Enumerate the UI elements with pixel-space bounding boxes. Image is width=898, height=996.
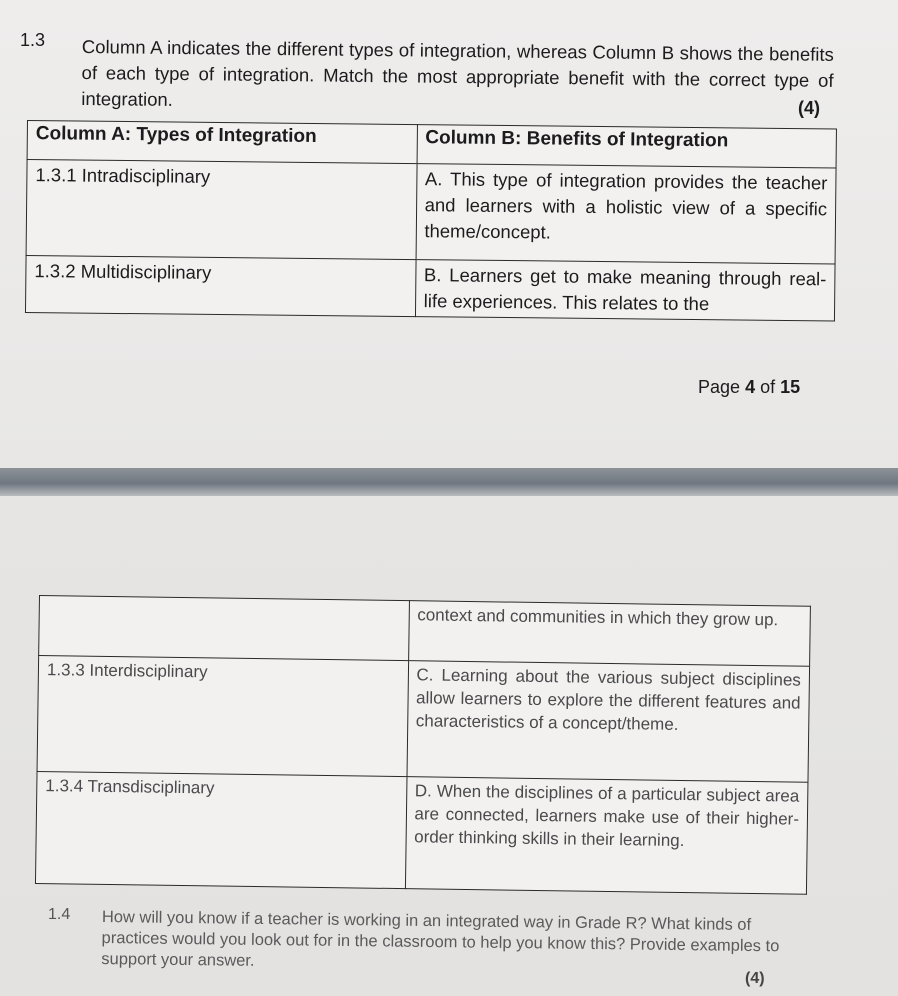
column-b-cell: A. This type of integration provides the teacher and learners with a holistic view of a specific theme/concept. (416, 164, 836, 264)
column-b-header: Column B: Benefits of Integration (417, 125, 837, 168)
column-b-cell: context and communities in which they grow up. (408, 601, 810, 667)
column-a-cell: 1.3.4 Transdisciplinary (35, 771, 406, 888)
page-indicator (698, 377, 800, 398)
column-a-cell: 1.3.3 Interdisciplinary (37, 656, 408, 777)
table-row (26, 160, 836, 264)
table-row (35, 771, 807, 894)
column-a-cell (39, 596, 409, 661)
question-text: Column A indicates the different types of integration, whereas Column B shows the benefits of each type of integration. Match the most appropriate benefit with the correct type of integration. (81, 35, 834, 110)
matching-table-bottom (35, 595, 811, 895)
matching-table-top (25, 120, 837, 321)
table-row (39, 596, 811, 667)
column-b-cell: C. Learning about the various subject disciplines allow learners to explore the different features and characteristics of a concept/theme. (407, 661, 810, 783)
column-a-cell: 1.3.2 Multidisciplinary (25, 255, 415, 316)
page-current: 4 (745, 377, 756, 397)
column-a-header: Column A: Types of Integration (27, 121, 417, 164)
page-prefix: Page (698, 377, 741, 397)
page-of: of (760, 377, 776, 397)
page-break-bar (0, 468, 898, 496)
question-number: 1.4 (48, 906, 71, 923)
question-number: 1.3 (20, 30, 46, 50)
question-marks: (4) (745, 970, 765, 987)
page-total: 15 (780, 377, 801, 397)
column-b-cell: D. When the disciplines of a particular subject area are connected, learners make use of their higher-order thinking skills in their learning. (405, 777, 808, 895)
question-marks: (4) (798, 98, 820, 118)
question-text: How will you know if a teacher is working in an integrated way in Grade R? What kinds of practices would you look out for in the classroom to help you know this? Provide examples to support your answer. (101, 907, 780, 970)
table-row (25, 255, 835, 320)
table-row (37, 656, 810, 783)
column-b-cell: B. Learners get to make meaning through real-life experiences. This relates to the (415, 260, 835, 321)
column-a-cell: 1.3.1 Intradisciplinary (26, 160, 417, 260)
